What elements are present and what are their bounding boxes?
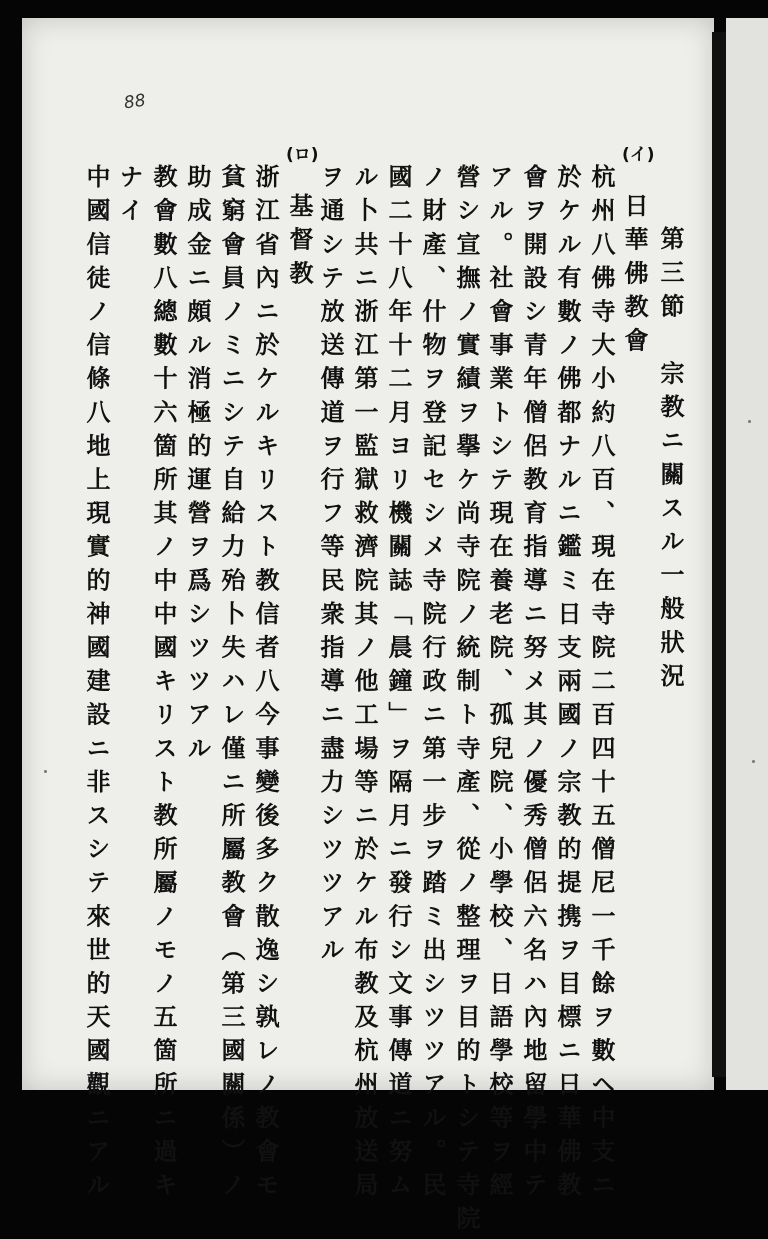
text-column: 浙江省內ニ於ケルキリスト教信者八今事變後多ク散逸シ孰レノ教會モ: [251, 164, 280, 1206]
marker-i: (イ): [622, 145, 655, 165]
facing-page-edge: [726, 18, 768, 1090]
text-column: 杭州八佛寺大小約八百、現在寺院二百四十五僧尼一千餘ヲ數ヘ中支ニ: [587, 164, 616, 1206]
section-heading: 第三節 宗教ニ關スル一般狀況: [656, 226, 685, 697]
text-column: 國二十八年十二月ヨリ機關誌「晨鐘」ヲ隔月ニ發行シ文事傳道ニ努ム: [384, 164, 413, 1206]
text-column: ル卜共ニ浙江第一監獄救濟院其ノ他工場等ニ於ケル布教及杭州放送局: [350, 164, 379, 1206]
paper-speck: [44, 770, 47, 773]
book-spine: [712, 32, 726, 1077]
subheading-buddhist-association: 日華佛教會: [620, 193, 649, 361]
text-column: アル。社會事業トシテ現在養老院、孤兒院、小學校、日語學校等ヲ經: [485, 164, 514, 1206]
text-column: 於ケル有數ノ佛都ナルニ鑑ミ日支兩國ノ宗教的提携ヲ目標ニ日華佛教: [553, 164, 582, 1206]
text-column: 助成金ニ頗ル消極的運營ヲ爲シツツアル: [183, 164, 212, 769]
text-column: 貧窮會員ノミニシテ自給力殆卜失ハレ僅ニ所屬教會（第三國關係）ノ: [217, 164, 246, 1206]
paper-speck: [752, 760, 755, 763]
text-column: ナイ: [115, 164, 144, 232]
subheading-christianity: 基督教: [285, 193, 314, 294]
text-column: 中國信徒ノ信條八地上現實的神國建設ニ非スシテ來世的天國觀ニアル: [82, 164, 111, 1206]
paper-speck: [748, 420, 751, 423]
text-column: 會ヲ開設シ青年僧侶教育指導ニ努メ其ノ優秀僧侶六名ハ內地留學中テ: [519, 164, 548, 1206]
marker-ro: (ロ): [286, 145, 319, 165]
text-column: 營シ宣撫ノ實績ヲ擧ケ尚寺院ノ統制ト寺產、從ノ整理ヲ目的トシテ寺院: [452, 164, 481, 1239]
page-number: 88: [122, 90, 147, 114]
text-column: ヲ通シテ放送傳道ヲ行フ等民衆指導ニ盡力シツツアル: [316, 164, 345, 971]
text-column: 教會數八總數十六箇所其ノ中中國キリスト教所屬ノモノ五箇所ニ過キ: [149, 164, 178, 1206]
text-column: ノ財產、什物ヲ登記セシメ寺院行政ニ第一步ヲ踏ミ出シツツアル。民: [418, 164, 447, 1206]
